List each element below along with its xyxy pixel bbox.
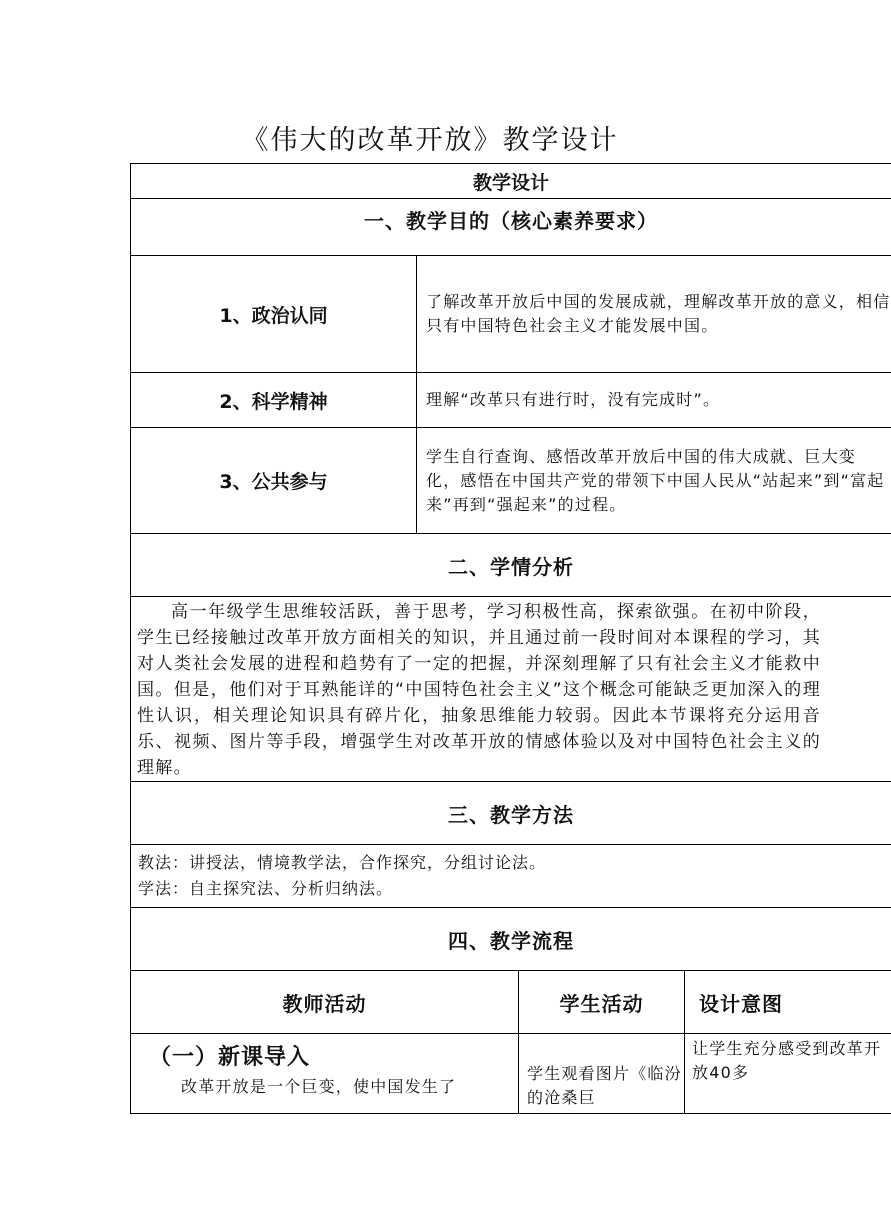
goal-label: 2、科学精神 (131, 373, 417, 427)
teacher-activity-cell (131, 1034, 519, 1113)
section-4-title: 四、教学流程 (131, 908, 891, 971)
column-header-student: 学生活动 (519, 971, 685, 1033)
design-intent-text: 让学生充分感受到改革开放40多 (692, 1039, 882, 1082)
column-header-teacher: 教师活动 (131, 971, 519, 1033)
teacher-activity-text: 改革开放是一个巨变，使中国发生了 (181, 1077, 457, 1096)
design-intent-cell (685, 1034, 891, 1113)
flow-row-1 (131, 1034, 891, 1114)
student-analysis-text: 高一年级学生思维较活跃，善于思考，学习积极性高，探索欲强。在初中阶段，学生已经接触过改革开放方面相关的知识，并且通过前一段时间对本课程的学习，其对人类社会发展的进程和趋势有了一定的把握，并深刻理解了只有社会主义才能救中国。但是，他们对于耳熟能详的“中国特色社会主义”这个概念可能缺乏更加深入的理性认识，相关理论知识具有碎片化，抽象思维能力较弱。因此本节课将充分运用音乐、视频、图片等手段，增强学生对改革开放的情感体验以及对中国特色社会主义的理解。 (137, 602, 821, 778)
section-3-title: 三、教学方法 (131, 782, 891, 845)
table-header: 教学设计 (131, 164, 891, 199)
page-title: 《伟大的改革开放》教学设计 (241, 125, 619, 156)
column-header-intent: 设计意图 (699, 991, 783, 1016)
goal-text: 学生自行查询、感悟改革开放后中国的伟大成就、巨大变化，感悟在中国共产党的带领下中国人民从“站起来”到“富起来”再到“强起来”的过程。 (426, 446, 885, 514)
methods-block (131, 845, 891, 908)
goal-row-3 (131, 428, 891, 534)
student-analysis (131, 597, 891, 782)
student-activity-text: 学生观看图片《临汾的沧桑巨 (527, 1064, 682, 1107)
teaching-methods: 教法：讲授法，情境教学法，合作探究，分组讨论法。 (138, 853, 547, 872)
learning-methods: 学法：自主探究法、分析归纳法。 (138, 879, 394, 898)
section-2-title: 二、学情分析 (131, 534, 891, 597)
lesson-plan-table (130, 163, 891, 1114)
goal-text: 了解改革开放后中国的发展成就，理解改革开放的意义，相信只有中国特色社会主义才能发展中国。 (426, 292, 891, 335)
goal-text: 理解“改革只有进行时，没有完成时”。 (426, 390, 721, 409)
flow-header-row (131, 971, 891, 1034)
section-1-title: 一、教学目的（核心素养要求） (131, 199, 891, 256)
goal-label: 3、公共参与 (131, 428, 417, 533)
goal-row-1 (131, 256, 891, 373)
goal-row-2 (131, 373, 891, 428)
goal-label: 1、政治认同 (131, 256, 417, 372)
flow-step-title: （一）新课导入 (149, 1045, 311, 1070)
student-activity-cell (519, 1034, 685, 1113)
